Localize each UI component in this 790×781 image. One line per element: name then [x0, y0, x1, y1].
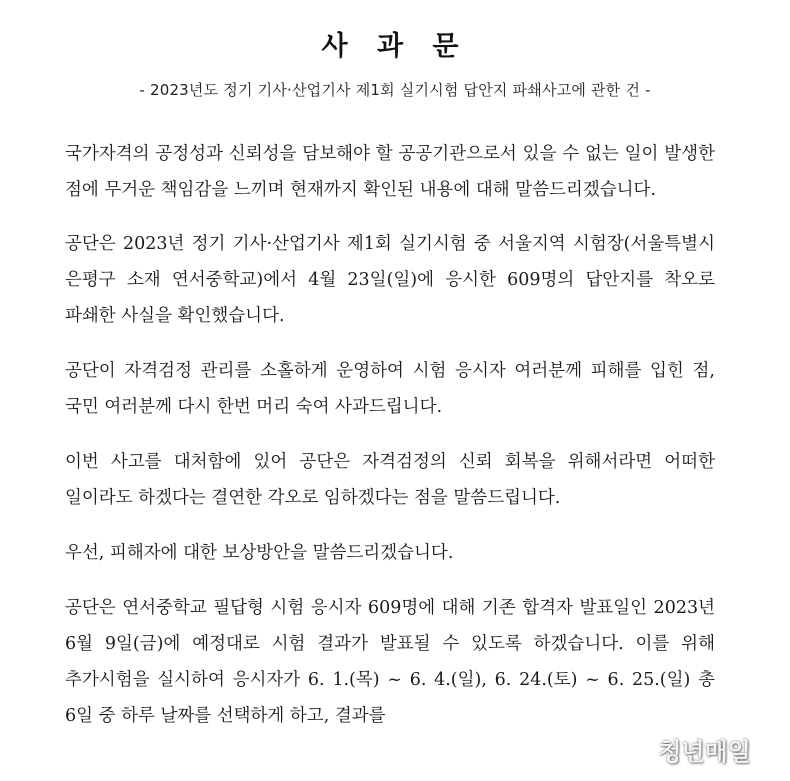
paragraph: 우선, 피해자에 대한 보상방안을 말씀드리겠습니다. [65, 543, 454, 563]
watermark [658, 732, 780, 767]
paragraph: 공단이 자격검정 관리를 소홀하게 운영하여 시험 응시자 여러분께 피해를 입힌 점, 국민 여러분께 다시 한번 머리 숙여 사과드립니다. [65, 361, 715, 417]
watermark-text: 청년매일 [658, 738, 751, 766]
smile-icon [754, 737, 780, 763]
paragraph: 이번 사고를 대처함에 있어 공단은 자격검정의 신뢰 회복을 위해서라면 어떠한 일이라도 하겠다는 결연한 각오로 임하겠다는 점을 말씀드립니다. [65, 452, 715, 508]
paragraph: 공단은 연서중학교 필답형 시험 응시자 609명에 대해 기존 합격자 발표일인 2023년 6월 9일(금)에 예정대로 시험 결과가 발표될 수 있도록 하겠습니다. 이를 위해 추가시험을 실시하여 응시자가 6. 1.(목) ~ 6. 4.(일), 6. 24.(토) ~ 6. 25.(일) 총 6일 중 하루 날짜를 선택하게 하고, 결과를 [65, 598, 715, 726]
document-title: 사 과 문 [321, 31, 469, 62]
paragraph: 공단은 2023년 정기 기사·산업기사 제1회 실기시험 중 서울지역 시험장(서울특별시 은평구 소재 연서중학교)에서 4월 23일(일)에 응시한 609명의 답안지를 착오로 파쇄한 사실을 확인했습니다. [65, 234, 715, 326]
document-subtitle: - 2023년도 정기 기사·산업기사 제1회 실기시험 답안지 파쇄사고에 관한 건 - [139, 81, 651, 99]
document-body [65, 136, 715, 753]
paragraph: 국가자격의 공정성과 신뢰성을 담보해야 할 공공기관으로서 있을 수 없는 일이 발생한 점에 무거운 책임감을 느끼며 현재까지 확인된 내용에 대해 말씀드리겠습니다. [65, 144, 715, 200]
